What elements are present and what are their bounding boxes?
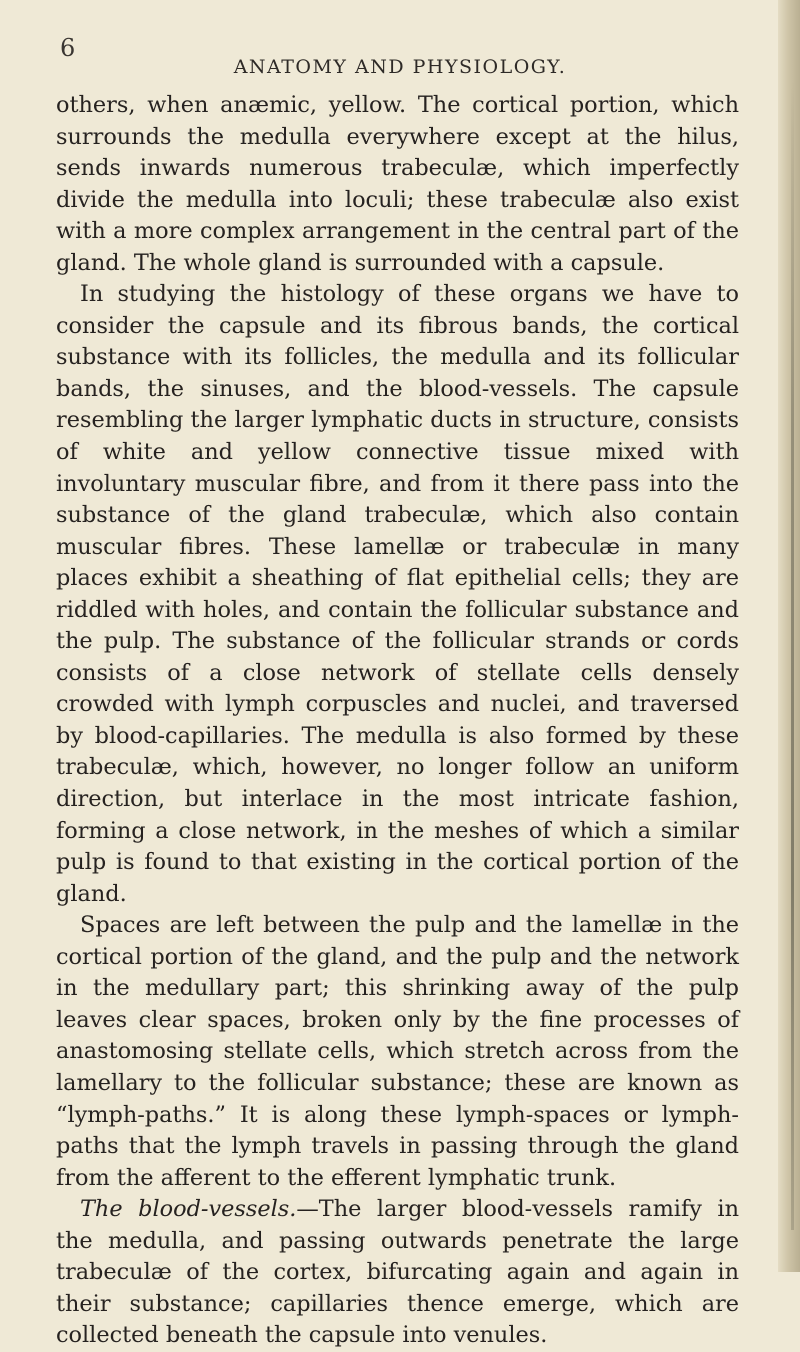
running-head: ANATOMY AND PHYSIOLOGY.	[233, 56, 567, 78]
paragraph-4-text: —The larger blood-vessels ramify in the medulla, and passing outwards penetrate the large trabeculæ of the cortex, bifurcating again and again in their substance; capillaries thence emerge, which are collected beneath the capsule into venules.	[56, 1196, 739, 1349]
paragraph-3: Spaces are left between the pulp and the lamellæ in the cortical portion of the gland, and the pulp and the network in the medullary part; this shrinking away of the pulp leaves clear spaces, broken only by the fine processes of anastomosing stellate cells, which stretch across from the lamellary to the follicular substance; these are known as “lymph-paths.” It is along these lymph-spaces or lymph-paths that the lymph travels in passing through the gland from the afferent to the efferent lymphatic trunk.	[56, 912, 739, 1191]
paragraph-4	[56, 1194, 739, 1352]
page-number: 6	[60, 34, 76, 62]
page-edge-shadow	[778, 0, 800, 1272]
paragraph-2: In studying the histology of these organs we have to consider the capsule and its fibrous bands, the cortical substance with its follicles, the medulla and its follicular bands, the sinuses, and the blood-vessels. The capsule resembling the larger lymphatic ducts in structure, consists of white and yellow connective tissue mixed with involuntary muscular fibre, and from it there pass into the substance of the gland trabeculæ, which also contain muscular fibres. These lamellæ or trabeculæ in many places exhibit a sheathing of flat epithelial cells; they are riddled with holes, and contain the follicular substance and the pulp. The substance of the follicular strands or cords consists of a close network of stellate cells densely crowded with lymph corpuscles and nuclei, and traversed by blood-capillaries. The medulla is also formed by these trabeculæ, which, however, no longer follow an uniform direction, but interlace in the most intricate fashion, forming a close network, in the meshes of which a similar pulp is found to that existing in the cortical portion of the gland.	[56, 281, 739, 907]
body-text	[56, 90, 739, 1352]
paragraph-1: others, when anæmic, yellow. The cortical portion, which surrounds the medulla everywhere except at the hilus, sends inwards numerous trabeculæ, which imperfectly divide the medulla into loculi; these trabeculæ also exist with a more complex arrangement in the central part of the gland. The whole gland is surrounded with a capsule.	[56, 92, 739, 276]
section-heading-blood-vessels: The blood-vessels.	[80, 1196, 297, 1223]
